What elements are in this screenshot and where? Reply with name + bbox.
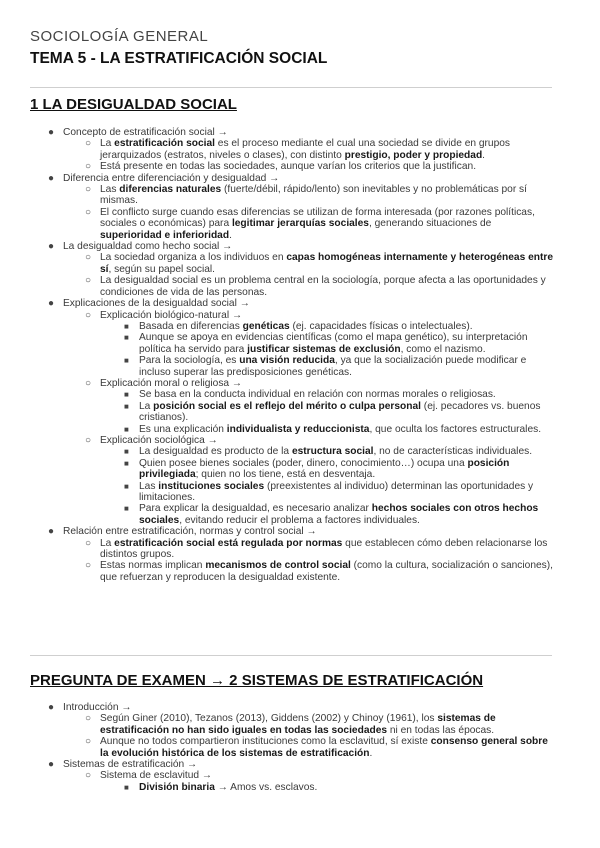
bullet-icon: ■ — [124, 782, 129, 792]
bullet-icon: ■ — [124, 390, 129, 400]
list-item-text: Aunque se apoya en evidencias científicas (como el mapa genético), su interpretación política ha servido para justificar sistemas de exclusión, como el nazismo. — [139, 332, 528, 355]
list-item-text: La desigualdad como hecho social → — [63, 241, 233, 253]
bullet-icon: ● — [48, 127, 55, 138]
bullet-icon: ● — [48, 172, 55, 184]
list-item-text: Explicaciones de la desigualdad social → — [63, 298, 250, 310]
list-item-text: Para la sociología, es una visión reducida, ya que la socialización puede modificar e incluso superar las predisposiciones genéticas. — [139, 355, 527, 378]
list-item-text: La desigualdad social es un problema central en la sociología, porque afecta a las oportunidades y condiciones de vida de las personas. — [100, 275, 546, 298]
bullet-icon: ○ — [85, 537, 92, 549]
list-item-text: El conflicto surge cuando esas diferencias se utilizan de forma interesada (por razones políticas, sociales o económicas) para legitimar jerarquías sociales, generando situaciones de superioridad e inferioridad. — [100, 206, 535, 241]
list-item — [30, 560, 555, 583]
list-item-text: Relación entre estratificación, normas y control social → — [63, 526, 317, 538]
list-item-text: Es una explicación individualista y reduccionista, que oculta los factores estructurales. — [139, 423, 542, 435]
section-1-title: 1 LA DESIGUALDAD SOCIAL — [30, 96, 237, 113]
section-2-list — [30, 702, 555, 793]
list-item — [30, 275, 555, 298]
list-item-text: Explicación sociológica → — [100, 434, 218, 446]
list-item — [30, 770, 555, 781]
bullet-icon: ○ — [85, 206, 92, 218]
list-item-text: Basada en diferencias genéticas (ej. capacidades físicas o intelectuales). — [139, 320, 473, 332]
bullet-icon: ○ — [85, 736, 92, 748]
bullet-icon: ○ — [85, 161, 92, 173]
list-item-text: Introducción → — [63, 702, 132, 713]
list-item-text: La estratificación social es el proceso mediante el cual una sociedad se divide en grupos jerarquizados (estratos, niveles o clases), con distinto prestigio, poder y propiedad. — [100, 138, 511, 161]
list-item-text: La estratificación social está regulada por normas que establecen cómo deben relacionarse los distintos grupos. — [100, 537, 548, 561]
bullet-icon: ○ — [85, 275, 92, 287]
list-item-text: La posición social es el reflejo del mérito o culpa personal (ej. pecadores vs. buenos cristianos). — [139, 400, 541, 424]
list-item-text: La desigualdad es producto de la estructura social, no de características individuales. — [139, 446, 533, 458]
bullet-icon: ● — [48, 702, 55, 713]
list-item-text: Sistemas de estratificación → — [63, 759, 198, 771]
list-item — [30, 173, 555, 184]
bullet-icon: ○ — [85, 377, 92, 389]
list-item-text: Las instituciones sociales (preexistentes al individuo) determinan las oportunidades y limitaciones. — [139, 480, 534, 503]
list-item — [30, 207, 555, 241]
bullet-icon: ○ — [85, 138, 92, 150]
list-item-text: Diferencia entre diferenciación y desigualdad → — [63, 172, 280, 184]
section-1-list — [30, 127, 555, 583]
bullet-icon: ■ — [124, 504, 129, 514]
list-item-text: Está presente en todas las sociedades, aunque varían los criterios que la justifican. — [100, 161, 477, 173]
list-item — [30, 138, 555, 161]
divider — [30, 655, 552, 656]
bullet-icon: ○ — [85, 252, 92, 264]
list-item — [30, 503, 555, 526]
bullet-icon: ■ — [124, 481, 129, 491]
list-item-text: Aunque no todos compartieron instituciones como la esclavitud, sí existe consenso general sobre la evolución histórica de los sistemas de estratificación. — [100, 736, 548, 759]
list-item — [30, 332, 555, 355]
list-item — [30, 782, 555, 793]
list-item-text: Estas normas implican mecanismos de control social (como la cultura, socialización o sanciones), que refuerzan y reproducen la desigualdad existente. — [100, 560, 553, 583]
tema-title: TEMA 5 - LA ESTRATIFICACIÓN SOCIAL — [30, 50, 328, 67]
list-item — [30, 378, 555, 389]
list-item — [30, 446, 555, 457]
list-item-text: Según Giner (2010), Tezanos (2013), Giddens (2002) y Chinoy (1961), los sistemas de estratificación no han sido iguales en todas las sociedades ni en todas las épocas. — [100, 713, 496, 736]
bullet-icon: ● — [48, 759, 55, 771]
list-item — [30, 759, 555, 770]
list-item-text: Sistema de esclavitud → — [100, 770, 213, 782]
list-item-text: Quien posee bienes sociales (poder, dinero, conocimiento…) ocupa una posición privilegiada; quien no los tiene, está en desventaja. — [139, 457, 510, 481]
list-item — [30, 713, 555, 736]
list-item — [30, 481, 555, 504]
list-item-text: Para explicar la desigualdad, es necesario analizar hechos sociales con otros hechos sociales, evitando reducir el problema a factores individuales. — [139, 503, 539, 526]
list-item — [30, 161, 555, 172]
list-item — [30, 184, 555, 207]
bullet-icon: ■ — [124, 356, 129, 366]
list-item — [30, 321, 555, 332]
list-item — [30, 538, 555, 561]
list-item — [30, 389, 555, 400]
list-item-text: Explicación moral o religiosa → — [100, 377, 243, 389]
bullet-icon: ● — [48, 526, 55, 538]
subject-title: SOCIOLOGÍA GENERAL — [30, 28, 209, 45]
bullet-icon: ○ — [85, 434, 92, 446]
list-item — [30, 355, 555, 378]
list-item-text: Concepto de estratificación social → — [63, 127, 228, 138]
section-2-title: PREGUNTA DE EXAMEN → 2 SISTEMAS DE ESTRATIFICACIÓN — [30, 672, 484, 689]
list-item — [30, 526, 555, 537]
list-item — [30, 424, 555, 435]
list-item-text: Explicación biológico-natural → — [100, 309, 243, 321]
bullet-icon: ● — [48, 241, 55, 253]
bullet-icon: ● — [48, 298, 55, 310]
list-item — [30, 401, 555, 424]
bullet-icon: ○ — [85, 560, 92, 572]
bullet-icon: ■ — [124, 333, 129, 343]
list-item-text: Se basa en la conducta individual en relación con normas morales o religiosas. — [139, 389, 496, 401]
list-item-text: División binaria → Amos vs. esclavos. — [139, 781, 318, 793]
list-item — [30, 458, 555, 481]
bullet-icon: ■ — [124, 401, 129, 411]
bullet-icon: ○ — [85, 713, 92, 725]
bullet-icon: ○ — [85, 770, 92, 782]
bullet-icon: ■ — [124, 321, 129, 331]
list-item-text: La sociedad organiza a los individuos en capas homogéneas internamente y heterogéneas entre sí, según su papel social. — [100, 252, 554, 275]
list-item — [30, 435, 555, 446]
bullet-icon: ○ — [85, 184, 92, 196]
bullet-icon: ○ — [85, 309, 92, 321]
list-item — [30, 298, 555, 309]
list-item — [30, 127, 555, 138]
list-item — [30, 702, 555, 713]
list-item — [30, 241, 555, 252]
list-item — [30, 310, 555, 321]
divider — [30, 87, 552, 88]
list-item — [30, 736, 555, 759]
bullet-icon: ■ — [124, 458, 129, 468]
list-item-text: Las diferencias naturales (fuerte/débil, rápido/lento) son inevitables y no problemáticas por sí mismas. — [100, 184, 527, 207]
bullet-icon: ■ — [124, 447, 129, 457]
list-item — [30, 252, 555, 275]
bullet-icon: ■ — [124, 424, 129, 434]
